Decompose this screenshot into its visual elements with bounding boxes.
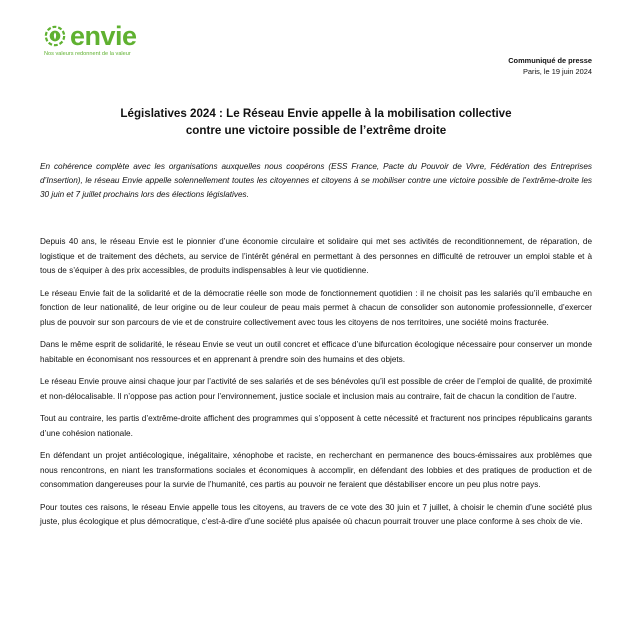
- press-header: [508, 55, 592, 77]
- envie-logo: [44, 21, 194, 64]
- press-label: Communiqué de presse: [508, 56, 592, 65]
- title-line-1: Législatives 2024 : Le Réseau Envie appelle à la mobilisation collective: [120, 107, 512, 120]
- body-text: [40, 235, 592, 538]
- body-paragraph: Pour toutes ces raisons, le réseau Envie appelle tous les citoyens, au travers de ce vote des 30 juin et 7 juillet, à choisir le chemin d’une société plus juste, plus écologique et plus démocratique, c’est-à-dire d’une société plus apaisée où chacun pourrait trouver une place conforme à ses choix de vie.: [40, 502, 592, 526]
- document-title: [60, 105, 572, 139]
- body-paragraph: Dans le même esprit de solidarité, le réseau Envie se veut un outil concret et efficace d’une bifurcation écologique nécessaire pour conserver un monde habitable en économisant nos ressources et en apprenant à prendre soin des humains et des objets.: [40, 340, 592, 364]
- body-paragraph: Le réseau Envie fait de la solidarité et de la démocratie réelle son mode de fonctionnement quotidien : il ne choisit pas les salariés qu’il embauche en fonction de leur nationalité, de leur origine ou de leur couleur de peau mais permet à chacun de consolider son autonomie professionnelle, d’exercer plus de pouvoir sur son parcours de vie et de construire collectivement avec tous les citoyens de nos territoires, une société moins fracturée.: [40, 288, 592, 327]
- envie-logo-mark-icon: [44, 25, 66, 47]
- body-paragraph: Depuis 40 ans, le réseau Envie est le pionnier d’une économie circulaire et solidaire qui met ses activités de reconditionnement, de réparation, de logistique et de traitement des déchets, au service de l’intérêt général en permettant à des personnes en difficulté de retrouver un emploi stable et à tous de s’équiper à des prix accessibles, de produits indispensables à leur vie quotidienne.: [40, 237, 592, 275]
- logo-tagline: Nos valeurs redonnent de la valeur: [44, 51, 131, 57]
- press-dateline: Paris, le 19 juin 2024: [522, 67, 592, 76]
- body-paragraph: Tout au contraire, les partis d’extrême-droite affichent des programmes qui s’opposent à cette nécessité et fracturent nos principes républicains garants d’une cohésion nationale.: [40, 414, 592, 438]
- body-paragraph: Le réseau Envie prouve ainsi chaque jour par l’activité de ses salariés et de ses bénévoles qu’il est possible de créer de l’emploi de qualité, de proximité et non-délocalisable. Il n’oppose pas action pour l’environnement, justice sociale et inclusion mais au contraire, fait de chacun la condition de l’autre.: [40, 377, 592, 401]
- intro-paragraph: En cohérence complète avec les organisations auxquelles nous coopérons (ESS France, Pacte du Pouvoir de Vivre, Fédération des Entreprises d’Insertion), le réseau Envie appelle solennellement toutes les citoyennes et citoyens à se mobiliser contre une victoire possible de l’extrême-droite les 30 juin et 7 juillet prochains lors des élections législatives.: [40, 162, 592, 199]
- logo-wordmark: envie: [70, 21, 137, 51]
- body-paragraph: En défendant un projet antiécologique, inégalitaire, xénophobe et raciste, en recherchant en permanence des boucs-émissaires aux problèmes que nous rencontrons, en niant les transformations sociales et économiques à accomplir, en défendant des lobbies et des pratiques de production et de consommation dangereuses pour la survie de l’humanité, ces partis au pouvoir ne feraient que déstabiliser encore un peu plus notre pays.: [40, 451, 592, 489]
- title-line-2: contre une victoire possible de l’extrême droite: [185, 124, 447, 137]
